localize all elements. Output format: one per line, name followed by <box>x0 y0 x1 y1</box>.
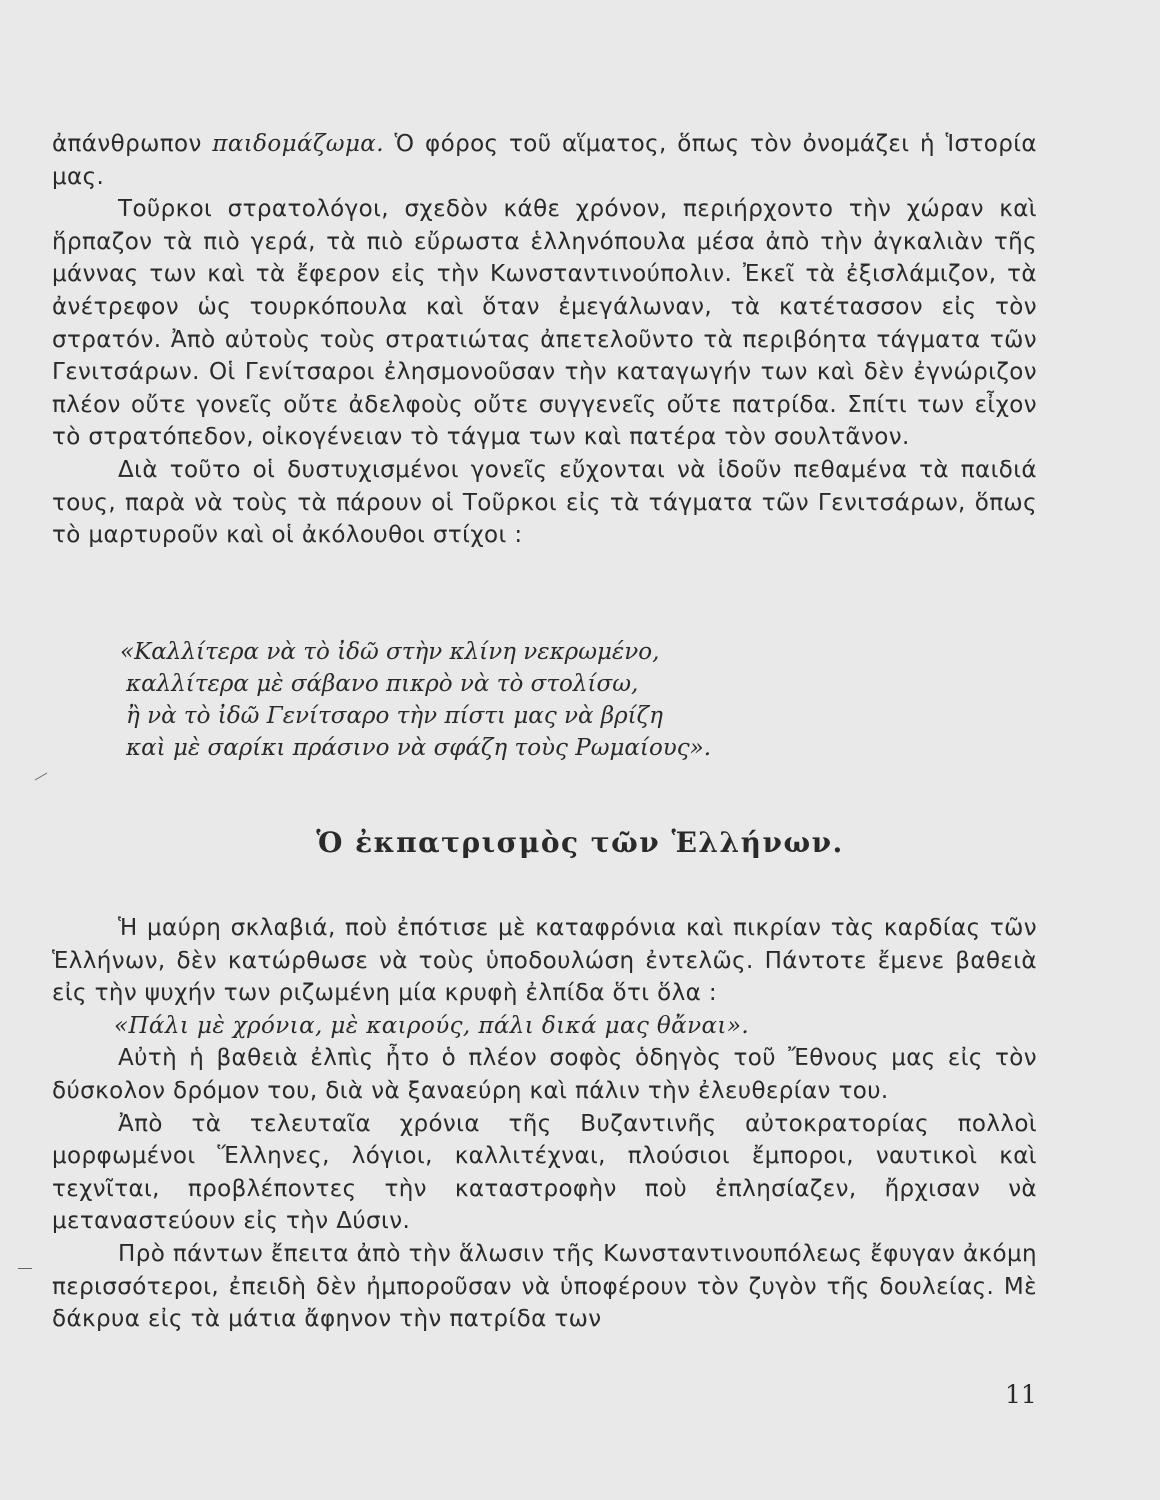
paragraph-3: Διὰ τοῦτο οἱ δυστυχισμένοι γονεῖς εὔχονται νὰ ἰδοῦν πεθαμένα τὰ παιδιά τους, παρὰ νὰ τοὺς τὰ πάρουν οἱ Τοῦρκοι εἰς τὰ τάγματα τῶν Γενιτσάρων, ὅπως τὸ μαρτυροῦν καὶ οἱ ἀκόλουθοι στίχοι : <box>52 456 1037 549</box>
text-block-bottom <box>52 912 1037 1336</box>
page-number: 11 <box>1005 1380 1037 1409</box>
paragraph-5: Αὐτὴ ἡ βαθειὰ ἐλπὶς ἦτο ὁ πλέον σοφὸς ὁδηγὸς τοῦ Ἔθνους μας εἰς τὸν δύσκολον δρόμον του, διὰ νὰ ξαναεύρη καὶ πάλιν τὴν ἐλευθερίαν του. <box>52 1045 1037 1104</box>
poem-line: «Καλλίτερα νὰ τὸ ἰδῶ στὴν κλίνη νεκρωμένο, <box>120 639 660 665</box>
poem-line: καὶ μὲ σαρίκι πράσινο νὰ σφάζη τοὺς Ρωμαίους». <box>126 735 712 761</box>
quote-line: «Πάλι μὲ χρόνια, μὲ καιρούς, πάλι δικά μας θἄναι». <box>114 1012 750 1039</box>
italic-term: παιδομάζωμα. <box>212 131 384 157</box>
paragraph-6: Ἀπὸ τὰ τελευταῖα χρόνια τῆς Βυζαντινῆς αὐτοκρατορίας πολλοὶ μορφωμένοι Ἕλληνες, λόγιοι, καλλιτέχναι, πλούσιοι ἔμποροι, ναυτικοὶ καὶ τεχνῖται, προβλέποντες τὴν καταστροφὴν ποὺ ἐπλησίαζεν, ἤρχισαν νὰ μεταναστεύουν εἰς τὴν Δύσιν. <box>52 1110 1037 1235</box>
paragraph-4: Ἡ μαύρη σκλαβιά, ποὺ ἐπότισε μὲ καταφρόνια καὶ πικρίαν τὰς καρδίας τῶν Ἑλλήνων, δὲν κατώρθωσε νὰ τοὺς ὑποδουλώση ἐντελῶς. Πάντοτε ἔμενε βαθειὰ εἰς τὴν ψυχήν των ριζωμένη μία κρυφὴ ἐλπίδα ὅτι ὅλα : «Πάλι μὲ χρόνια, μὲ καιρούς, πάλι δικά μας θἄναι». <box>52 915 1037 1039</box>
text-block-top <box>52 128 1037 552</box>
margin-mark <box>18 1268 32 1269</box>
paragraph-7: Πρὸ πάντων ἔπειτα ἀπὸ τὴν ἅλωσιν τῆς Κωνσταντινουπόλεως ἔφυγαν ἀκόμη περισσότεροι, ἐπειδὴ δὲν ἠμποροῦσαν νὰ ὑποφέρουν τὸν ζυγὸν τῆς δουλείας. Μὲ δάκρυα εἰς τὰ μάτια ἄφηνον τὴν πατρίδα των <box>52 1240 1037 1333</box>
paragraph-1: ἀπάνθρωπον παιδομάζωμα. Ὁ φόρος τοῦ αἵματος, ὅπως τὸν ὀνομάζει ἡ Ἱστορία μας. <box>52 131 1037 190</box>
poem-line: καλλίτερα μὲ σάβανο πικρὸ νὰ τὸ στολίσω, <box>126 671 639 697</box>
paragraph-2: Τοῦρκοι στρατολόγοι, σχεδὸν κάθε χρόνον, περιήρχοντο τὴν χώραν καὶ ἥρπαζον τὰ πιὸ γερά, τὰ πιὸ εὔρωστα ἑλληνόπουλα μέσα ἀπὸ τὴν ἀγκαλιὰν τῆς μάννας των καὶ τὰ ἔφερον εἰς τὴν Κωνσταντινούπολιν. Ἐκεῖ τὰ ἐξισλάμιζον, τὰ ἀνέτρεφον ὡς τουρκόπουλα καὶ ὅταν ἐμεγάλωναν, τὰ κατέτασσον εἰς τὸν στρατόν. Ἀπὸ αὐτοὺς τοὺς στρατιώτας ἀπετελοῦντο τὰ περιβόητα τάγματα τῶν Γενιτσάρων. Οἱ Γενίτσαροι ἐλησμονοῦσαν τὴν καταγωγήν των καὶ δὲν ἐγνώριζον πλέον οὔτε γονεῖς οὔτε ἀδελφοὺς οὔτε συγγενεῖς οὔτε πατρίδα. Σπίτι των εἶχον τὸ στρατόπεδον, οἰκογένειαν τὸ τάγμα των καὶ πατέρα τὸν σουλτᾶνον. <box>52 196 1037 451</box>
poem-line: ἢ νὰ τὸ ἰδῶ Γενίτσαρο τὴν πίστι μας νὰ βρίζη <box>126 703 663 729</box>
margin-mark <box>35 773 48 781</box>
section-heading: Ὁ ἐκπατρισμὸς τῶν Ἑλλήνων. <box>316 826 844 859</box>
poem-verses <box>120 636 920 764</box>
